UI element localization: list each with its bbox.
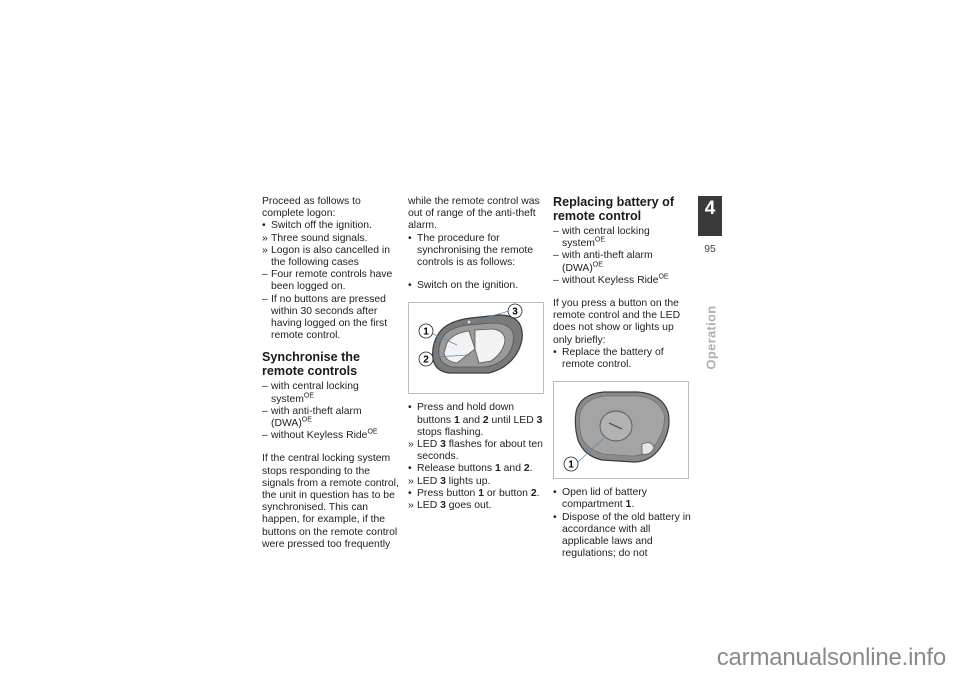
option-item: – with central locking system$^{OE}$	[553, 226, 650, 250]
step-item: » LED 3 goes out.	[408, 500, 492, 512]
list-item: • Switch on the ignition.	[408, 280, 519, 292]
step-item: » LED 3 flashes for about ten seconds.	[408, 439, 543, 463]
section-heading-synchronise: Synchronise the remote controls	[262, 350, 360, 378]
svg-text:1: 1	[423, 326, 429, 338]
step-item: » LED 3 lights up.	[408, 475, 491, 487]
remote-control-illustration	[409, 303, 543, 393]
list-item: • Replace the battery of remote control.	[553, 346, 664, 371]
intro-text: Proceed as follows to complete logon:	[262, 196, 361, 220]
list-item: – If no buttons are pressed within 30 seconds after having logged on the first remote control.	[262, 293, 388, 342]
section-heading-replacing-battery: Replacing battery of remote control	[553, 195, 675, 223]
list-item: » Logon is also cancelled in the following cases	[262, 244, 390, 269]
page-number: 95	[704, 244, 716, 255]
svg-text:3: 3	[512, 306, 518, 318]
watermark: carmanualsonline.info	[716, 644, 946, 671]
chapter-number: 4	[704, 198, 716, 219]
svg-text:1: 1	[568, 459, 574, 471]
option-item: – with central locking system$^{OE}$	[262, 381, 359, 405]
list-item: • Open lid of battery compartment 1.	[553, 487, 647, 511]
column-1	[262, 196, 402, 551]
body-paragraph: while the remote control was out of range of the anti-theft alarm.	[408, 196, 540, 232]
body-paragraph: If the central locking system stops responding to the signals from a remote control, the unit in question has to be synchronised. This can happen, for example, if the buttons on the remote control were pressed too frequently	[262, 453, 399, 550]
step-item: • Release buttons 1 and 2.	[408, 463, 533, 475]
list-item: • The procedure for synchronising the remote controls is as follows:	[408, 232, 534, 269]
list-item: • Switch off the ignition.	[262, 220, 372, 232]
step-item: • Press button 1 or button 2.	[408, 487, 540, 499]
option-item: – with anti-theft alarm (DWA)$^{OE}$	[553, 250, 653, 274]
list-item: » Three sound signals.	[262, 232, 368, 244]
option-item: – with anti-theft alarm (DWA)$^{OE}$	[262, 405, 362, 430]
chapter-tab	[698, 196, 722, 236]
battery-compartment-figure	[553, 381, 689, 479]
list-item: • Dispose of the old battery in accordance with all applicable laws and regulations; do not	[553, 511, 691, 560]
column-3	[553, 196, 693, 560]
section-title: Operation	[703, 305, 719, 370]
list-item: – Four remote controls have been logged on.	[262, 269, 393, 293]
svg-text:2: 2	[423, 354, 429, 366]
body-paragraph: If you press a button on the remote control and the LED does not show or lights up only briefly:	[553, 298, 681, 346]
option-item: – without Keyless Ride$^{OE}$	[262, 428, 378, 442]
remote-control-buttons-figure	[408, 302, 544, 394]
option-item: – without Keyless Ride$^{OE}$	[553, 273, 669, 286]
column-2	[408, 196, 548, 512]
remote-control-back-illustration	[554, 382, 688, 478]
step-item: • Press and hold down buttons 1 and 2 until LED 3 stops flashing.	[408, 402, 543, 438]
